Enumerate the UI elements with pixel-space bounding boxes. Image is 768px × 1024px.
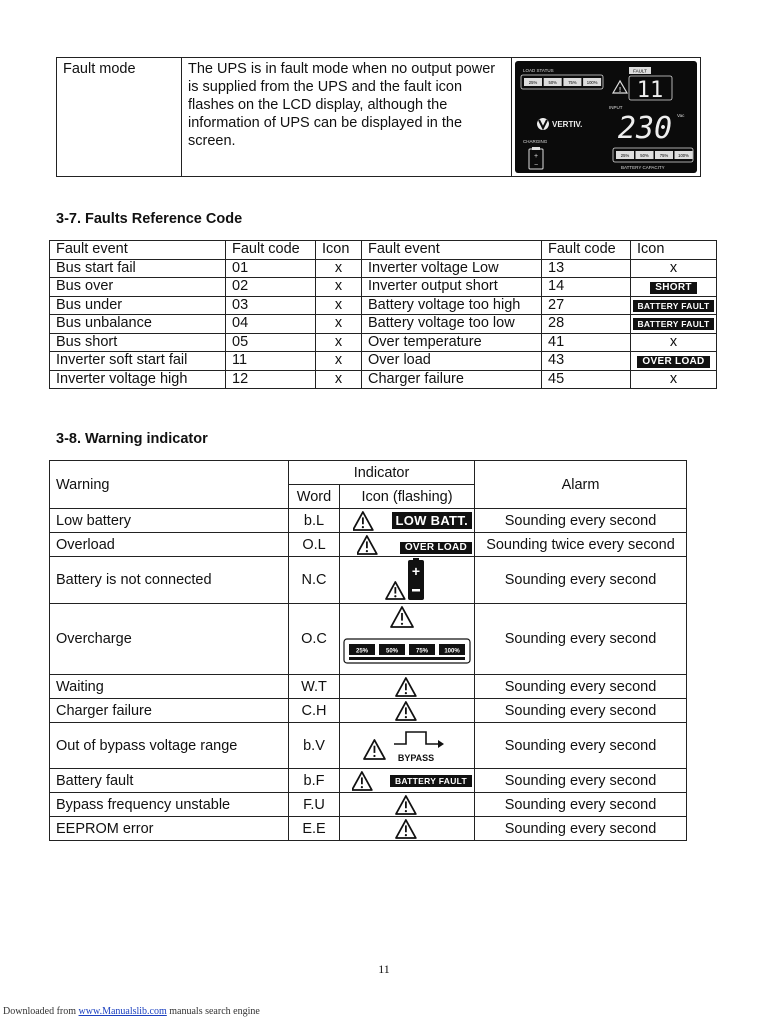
lcd-display-cell [512, 58, 701, 177]
fault-code-2: 13 [542, 259, 631, 278]
fault-mode-description: The UPS is in fault mode when no output power is supplied from the UPS and the fault icon flashes on the LCD display, although the information of UPS can be displayed in the screen. [182, 58, 512, 177]
warning-name: EEPROM error [50, 817, 289, 841]
warning-word: W.T [289, 675, 340, 699]
fault-icon-2: x [631, 259, 717, 278]
warning-row [50, 817, 687, 841]
warning-section-title: 3-8. Warning indicator [56, 431, 208, 447]
warning-alarm: Sounding every second [475, 675, 687, 699]
faults-header-row [50, 241, 717, 260]
vertiv-logo-icon [537, 118, 549, 130]
warning-name: Charger failure [50, 699, 289, 723]
footer-tagline: manuals search engine [169, 1006, 260, 1017]
warning-triangle-icon [352, 772, 372, 790]
lcd-load-level-text: 25% [528, 79, 538, 85]
fault-code-2: 41 [542, 333, 631, 352]
fault-code-2: 27 [542, 296, 631, 315]
warning-alarm: Sounding every second [475, 793, 687, 817]
warning-alarm: Sounding every second [475, 769, 687, 793]
lcd-input-unit: Vac [677, 113, 685, 118]
warning-icon-graphic [353, 511, 375, 531]
fault-code-2: 28 [542, 315, 631, 334]
capacity-level-text: 100% [444, 648, 460, 655]
warning-name: Out of bypass voltage range [50, 723, 289, 769]
warning-icon-cell [340, 793, 475, 817]
warning-triangle-icon [386, 582, 405, 599]
fault-code: 03 [226, 296, 316, 315]
warning-alarm: Sounding every second [475, 509, 687, 533]
manualslib-link[interactable]: www.Manualslib.com [78, 1006, 167, 1017]
fault-icon-2: x [631, 333, 717, 352]
warning-icon-graphic [395, 795, 419, 815]
fault-event-2: Charger failure [362, 370, 542, 389]
header-indicator: Indicator [289, 461, 475, 485]
fault-event-2: Battery voltage too low [362, 315, 542, 334]
warning-icon-graphic [352, 771, 374, 791]
fault-code: 01 [226, 259, 316, 278]
warning-triangle-icon [391, 607, 413, 627]
lcd-brand: VERTIV. [552, 120, 583, 129]
lcd-load-level-text: 75% [568, 79, 577, 85]
battery-icon [408, 558, 424, 600]
fault-mode-label: Fault mode [57, 58, 182, 177]
fault-icon-2: x [631, 370, 717, 389]
warning-alarm: Sounding twice every second [475, 533, 687, 557]
fault-code-2: 14 [542, 278, 631, 297]
warning-icon-graphic [357, 535, 379, 555]
lcd-battery-level-text: 50% [640, 152, 649, 158]
header-icon: Icon [316, 241, 362, 260]
warning-name: Low battery [50, 509, 289, 533]
header-warning: Warning [50, 461, 289, 509]
fault-row [50, 296, 717, 315]
fault-event-2: Battery voltage too high [362, 296, 542, 315]
lcd-load-level-text: 50% [548, 79, 557, 85]
warning-icon-cell [340, 817, 475, 841]
warning-name: Overcharge [50, 604, 289, 675]
fault-icon-2 [631, 278, 717, 297]
lcd-load-status-label: LOAD STATUS [523, 68, 554, 73]
warning-word: b.V [289, 723, 340, 769]
warning-icon-graphic [372, 558, 442, 602]
fault-row [50, 333, 717, 352]
warning-row [50, 604, 687, 675]
warning-word: F.U [289, 793, 340, 817]
capacity-level-text: 75% [415, 648, 429, 655]
downloaded-from-text: Downloaded from [3, 1006, 77, 1017]
fault-icon: x [316, 296, 362, 315]
warning-triangle-icon [396, 678, 416, 696]
fault-event-2: Over load [362, 352, 542, 371]
header-icon-2: Icon [631, 241, 717, 260]
warning-icon-cell [340, 699, 475, 723]
warning-word: O.C [289, 604, 340, 675]
warning-word: O.L [289, 533, 340, 557]
header-fault-code: Fault code [226, 241, 316, 260]
fault-icon: x [316, 278, 362, 297]
warning-row [50, 509, 687, 533]
fault-code: 05 [226, 333, 316, 352]
fault-icon: x [316, 370, 362, 389]
warning-triangle-icon [357, 536, 377, 554]
fault-event-2: Inverter voltage Low [362, 259, 542, 278]
warning-row [50, 699, 687, 723]
header-alarm: Alarm [475, 461, 687, 509]
fault-icon: x [316, 259, 362, 278]
fault-event-2: Inverter output short [362, 278, 542, 297]
lcd-charging-label: CHARGING [523, 139, 548, 144]
warning-triangle-icon [396, 820, 416, 838]
warning-alarm: Sounding every second [475, 723, 687, 769]
svg-text:−: − [533, 162, 539, 169]
warning-word: E.E [289, 817, 340, 841]
fault-icon-label: OVER LOAD [637, 356, 709, 368]
warning-icon-cell [340, 509, 475, 533]
warning-icon-label: BATTERY FAULT [390, 775, 472, 787]
header-fault-event-2: Fault event [362, 241, 542, 260]
faults-section-title: 3-7. Faults Reference Code [56, 211, 243, 227]
warning-icon-cell [340, 533, 475, 557]
warning-row [50, 723, 687, 769]
svg-text:+: + [533, 153, 539, 160]
warning-word: b.L [289, 509, 340, 533]
fault-icon: x [316, 315, 362, 334]
header-word: Word [289, 485, 340, 509]
lcd-load-level-text: 100% [586, 79, 598, 85]
warning-triangle-icon [364, 740, 385, 759]
header-icon-flashing: Icon (flashing) [340, 485, 475, 509]
fault-icon-label: SHORT [650, 282, 697, 294]
header-fault-code-2: Fault code [542, 241, 631, 260]
warning-row [50, 557, 687, 604]
fault-code: 11 [226, 352, 316, 371]
warning-alarm: Sounding every second [475, 817, 687, 841]
warning-icon-cell [340, 604, 475, 675]
warning-row [50, 533, 687, 557]
warning-icon-graphic [395, 819, 419, 839]
warning-name: Battery fault [50, 769, 289, 793]
warning-word: C.H [289, 699, 340, 723]
fault-row [50, 370, 717, 389]
warning-icon-cell [340, 675, 475, 699]
warning-icon-cell [340, 769, 475, 793]
lcd-fault-code: 11 [636, 78, 664, 103]
svg-text:!: ! [618, 87, 622, 94]
fault-code: 04 [226, 315, 316, 334]
warning-word: b.F [289, 769, 340, 793]
lcd-input-value: 230 [617, 111, 673, 146]
fault-icon-2 [631, 296, 717, 315]
warning-name: Battery is not connected [50, 557, 289, 604]
lcd-input-label: INPUT [609, 105, 623, 110]
fault-icon-2 [631, 352, 717, 371]
fault-icon: x [316, 333, 362, 352]
warning-triangle-icon [353, 512, 373, 530]
fault-code: 02 [226, 278, 316, 297]
fault-row [50, 259, 717, 278]
svg-text:+: + [411, 563, 421, 579]
warning-row [50, 769, 687, 793]
warning-row [50, 793, 687, 817]
warning-indicator-table [49, 460, 687, 841]
warning-icon-graphic [343, 605, 471, 673]
fault-row [50, 315, 717, 334]
capacity-level-text: 50% [385, 648, 399, 655]
warning-alarm: Sounding every second [475, 604, 687, 675]
warning-icon-graphic [395, 677, 419, 697]
fault-event: Bus unbalance [50, 315, 226, 334]
fault-row [50, 278, 717, 297]
lcd-battery-level-text: 75% [659, 152, 669, 158]
fault-code: 12 [226, 370, 316, 389]
warning-icon-graphic [395, 701, 419, 721]
fault-icon-2 [631, 315, 717, 334]
lcd-battery-level-text: 100% [678, 152, 689, 158]
warning-word: N.C [289, 557, 340, 604]
warning-icon-graphic [362, 726, 452, 766]
fault-event-2: Over temperature [362, 333, 542, 352]
bypass-label: BYPASS [397, 752, 435, 763]
warning-name: Overload [50, 533, 289, 557]
warning-name: Waiting [50, 675, 289, 699]
fault-event: Inverter soft start fail [50, 352, 226, 371]
warning-alarm: Sounding every second [475, 557, 687, 604]
fault-icon: x [316, 352, 362, 371]
warning-alarm: Sounding every second [475, 699, 687, 723]
warning-icon-label: LOW BATT. [392, 512, 473, 529]
lcd-display-image [515, 61, 697, 173]
lcd-fault-label: FAULT [633, 68, 647, 74]
page-number: 11 [378, 962, 390, 976]
fault-event: Bus under [50, 296, 226, 315]
header-fault-event: Fault event [50, 241, 226, 260]
warning-icon-label: OVER LOAD [400, 542, 472, 554]
download-footer [3, 1006, 260, 1017]
warning-row [50, 675, 687, 699]
warning-icon-cell [340, 723, 475, 769]
fault-event: Bus start fail [50, 259, 226, 278]
warning-triangle-icon [396, 796, 416, 814]
faults-reference-table [49, 240, 717, 389]
fault-code-2: 43 [542, 352, 631, 371]
fault-row [50, 352, 717, 371]
warning-triangle-icon [396, 702, 416, 720]
fault-mode-table [56, 57, 701, 177]
fault-event: Bus short [50, 333, 226, 352]
fault-event: Bus over [50, 278, 226, 297]
bypass-icon [394, 732, 444, 763]
warning-icon-cell [340, 557, 475, 604]
fault-icon-label: BATTERY FAULT [633, 300, 713, 312]
fault-code-2: 45 [542, 370, 631, 389]
warning-name: Bypass frequency unstable [50, 793, 289, 817]
lcd-battery-capacity-label: BATTERY CAPACITY [621, 165, 665, 170]
capacity-level-text: 25% [355, 648, 369, 655]
fault-icon-label: BATTERY FAULT [633, 318, 713, 330]
lcd-battery-level-text: 25% [620, 152, 630, 158]
fault-event: Inverter voltage high [50, 370, 226, 389]
